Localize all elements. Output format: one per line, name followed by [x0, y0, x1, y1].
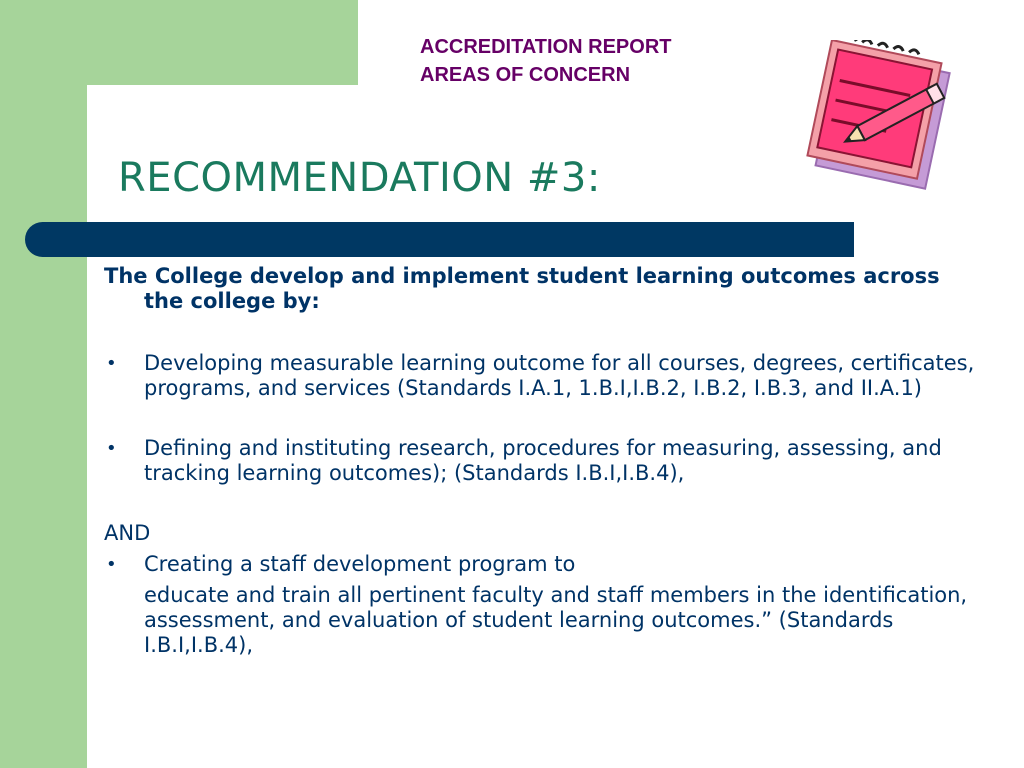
green-top-panel — [87, 0, 358, 85]
bullet-text: Defining and instituting research, procedures for measuring, assessing, and tracking learning outcomes); (Standards I.B.I,I.B.4), — [144, 436, 942, 485]
bullet-dot: • — [106, 438, 117, 459]
slide-header — [420, 33, 671, 89]
bullet-text: Developing measurable learning outcome for all courses, degrees, certificates, programs, and services (Standards I.A.1, 1.B.I,I.B.2, I.B.2, I.B.3, and II.A.1) — [144, 351, 975, 400]
bullet-item — [104, 351, 984, 401]
header-line-2: AREAS OF CONCERN — [420, 64, 631, 86]
notepad-pencil-icon — [796, 40, 966, 205]
and-label: AND — [104, 521, 151, 545]
bullet-item — [104, 436, 984, 486]
slide-title: RECOMMENDATION #3: — [118, 155, 601, 201]
bullet-text: Creating a staff development program to — [144, 552, 576, 576]
green-side-panel — [0, 0, 87, 768]
slide-body — [104, 264, 984, 658]
bullet-dot: • — [106, 554, 117, 575]
bullet-item — [104, 552, 984, 577]
header-line-1: ACCREDITATION REPORT — [420, 36, 672, 58]
bullet-dot: • — [106, 353, 117, 374]
continuation-text: educate and train all pertinent faculty and staff members in the identification, assessment, and evaluation of student learning outcomes.” (Standards I.B.I,I.B.4), — [144, 583, 968, 657]
lead-paragraph: The College develop and implement student learning outcomes across the college by: — [104, 264, 940, 313]
title-underline-bar — [25, 222, 854, 257]
